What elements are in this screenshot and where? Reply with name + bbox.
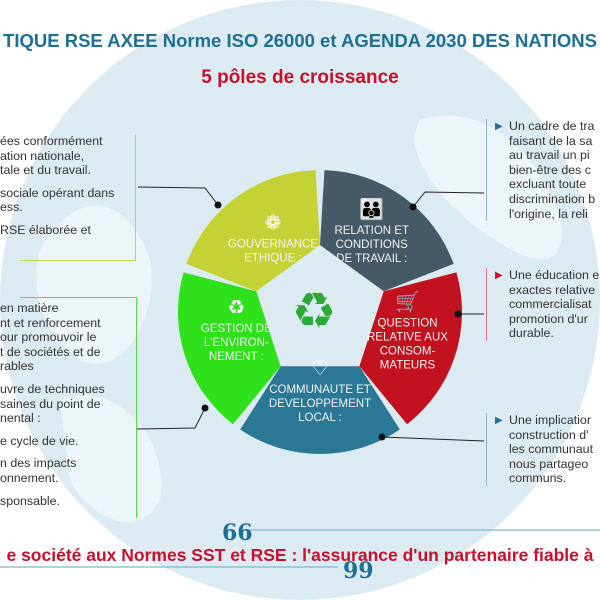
connector-line (138, 187, 218, 205)
connector-line (413, 192, 484, 207)
text-line: rables (0, 359, 34, 374)
connector-dot (410, 204, 417, 211)
governance-label: GOUVERNANCE (227, 238, 319, 251)
text-line: sponsable. (0, 493, 60, 508)
bullet-arrow-icon: ▶ (495, 121, 503, 132)
bullet-arrow-icon: ▶ (495, 415, 503, 426)
text-line: communs. (509, 471, 567, 486)
page-title: TIQUE RSE AXEE Norme ISO 26000 et AGENDA 2030 DES NATIONS (3, 30, 597, 51)
text-line: nt et renforcement (0, 315, 101, 330)
text-line: nous partageo (509, 456, 589, 471)
text-line: les communaut (509, 442, 594, 457)
connector-dot (379, 434, 386, 441)
text-line: discrimination b (509, 191, 596, 206)
connector-dot (202, 405, 209, 412)
text-line: tale et du travail. (0, 163, 91, 178)
text-line: commercialisat (509, 297, 592, 312)
community-label: DEVELOPPEMENT (268, 398, 372, 410)
heart-map-icon: ♡ (311, 356, 329, 380)
text-line: nental : (0, 411, 41, 426)
bullet-arrow-icon: ▶ (495, 270, 503, 281)
center-recycle-icon: ♻ (291, 282, 337, 340)
text-line: Une implicatior (509, 413, 591, 427)
consumers-label: QUESTION (377, 317, 438, 330)
text-line: l'origine, la reli (509, 206, 588, 221)
text-line: en matière (0, 301, 59, 315)
text-line: au travail un pi (509, 148, 590, 163)
work-conditions-label: RELATION ET (334, 224, 410, 237)
page-subtitle: 5 pôles de croissance (201, 67, 399, 88)
connector-dot (455, 311, 462, 318)
consumers-label: MATEURS (379, 359, 436, 372)
text-line: durable. (509, 326, 554, 341)
text-line: ées conformément (0, 134, 103, 148)
text-line: construction d' (509, 427, 589, 442)
governance-label: ETHIQUE : (244, 252, 302, 265)
text-line: ess. (0, 200, 23, 215)
environment-label: NEMENT : (208, 351, 264, 364)
text-line: n des impacts (0, 456, 77, 471)
text-line: RSE élaborée et (0, 222, 91, 237)
text-line: ation nationale, (0, 148, 85, 163)
work-conditions-label: CONDITIONS (335, 238, 408, 251)
text-line: bien-être des c (509, 162, 591, 177)
text-line: onnement. (0, 470, 59, 485)
consumers-label: CONSOM- (379, 345, 436, 358)
environment-label: GESTION DE (200, 323, 272, 336)
text-line: exactes relative (509, 282, 596, 297)
connector-dot (215, 202, 222, 209)
text-line: faisant de la sa (509, 133, 593, 148)
governance-segment (186, 170, 320, 291)
consumers-label: RELATIVE AUX (367, 331, 448, 344)
open-quote-mark: 66 (222, 520, 253, 546)
text-line: sociale opérant dans (0, 185, 115, 200)
gear-icon: ❁ (264, 210, 282, 235)
shopping-cart-shield-icon: 🛒 (395, 289, 420, 314)
recycle-icon: ♻ (227, 295, 246, 320)
text-line: saines du point de (0, 396, 101, 411)
connector-line (137, 408, 205, 429)
text-line: uvre de techniques (0, 381, 105, 396)
text-line: excluant toute (509, 177, 587, 192)
text-line: our promouvoir le (0, 330, 97, 345)
text-line: e cycle de vie. (0, 433, 79, 448)
work-conditions-label: DE TRAVAIL : (336, 252, 408, 265)
connector-line (382, 437, 484, 441)
community-label: COMMUNAUTE ET (269, 384, 371, 396)
close-quote-mark: 99 (343, 558, 374, 584)
community-label: LOCAL : (298, 412, 342, 424)
people-icon: 👪 (359, 196, 385, 221)
text-line: Une éducation e (509, 268, 600, 282)
environment-label: L'ENVIRON- (203, 337, 269, 350)
text-line: Un cadre de tra (509, 119, 595, 133)
text-line: t de sociétés et de (0, 344, 101, 359)
text-line: promotion d'ur (509, 311, 588, 326)
footer-quote: e société aux Normes SST et RSE : l'assurance d'un partenaire fiable à (6, 545, 594, 565)
